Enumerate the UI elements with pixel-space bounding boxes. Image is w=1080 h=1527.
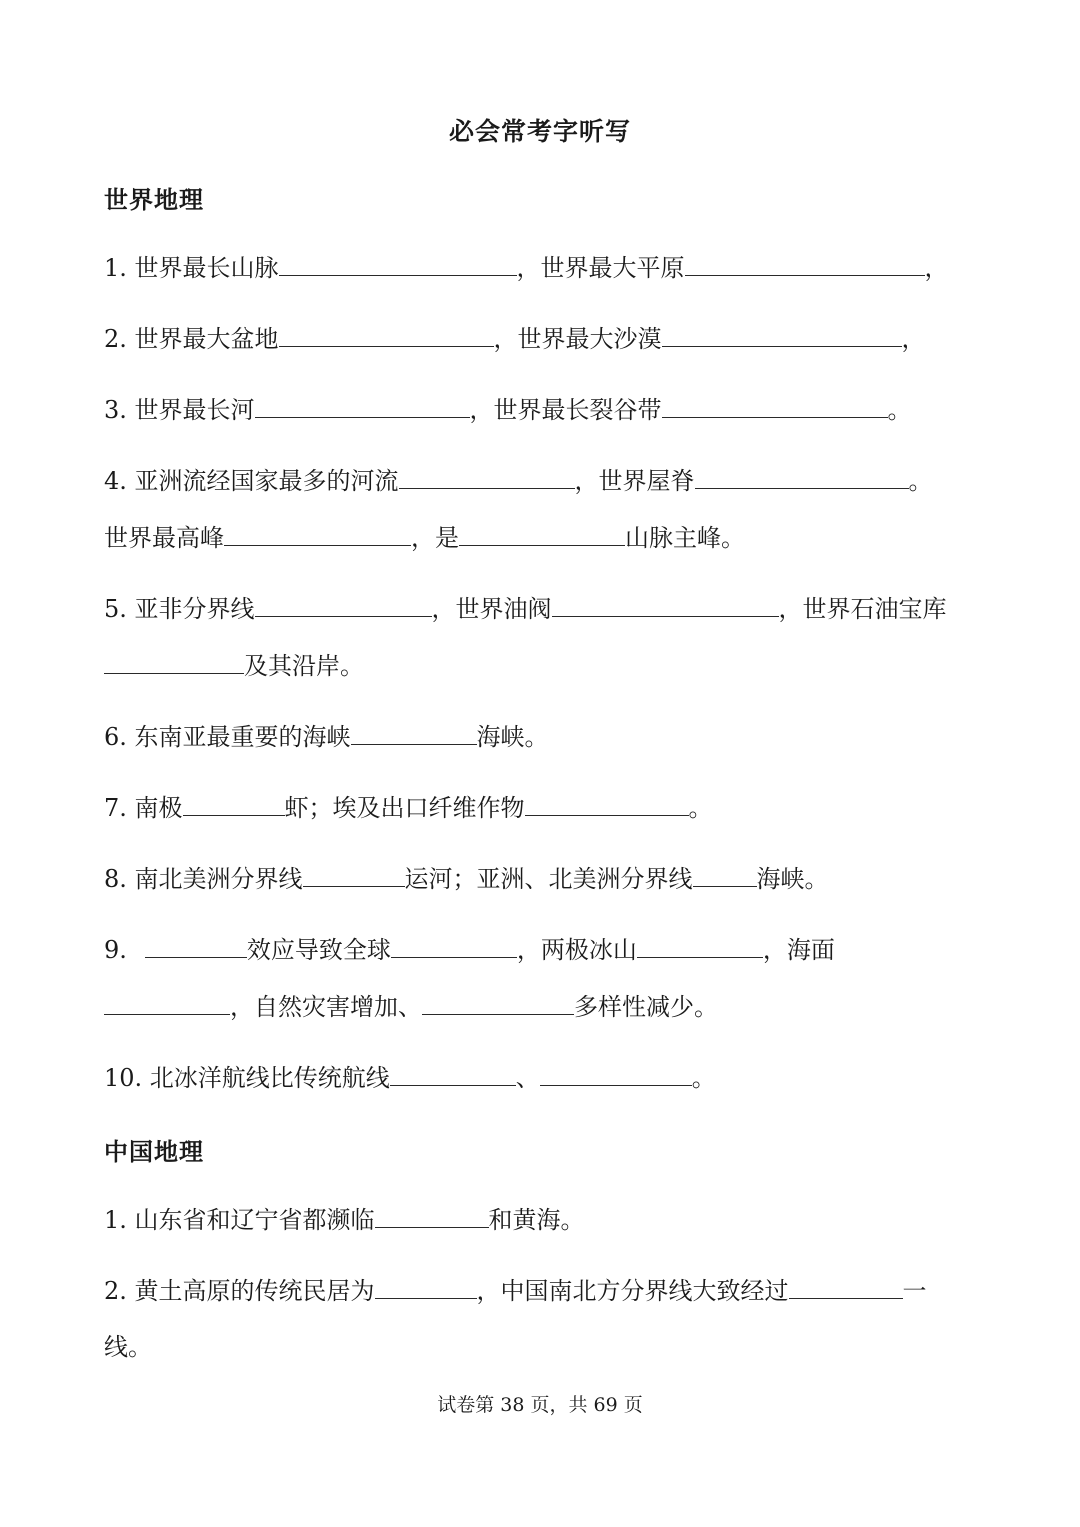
question-w2 [104,320,926,357]
question-text: 5. 亚非分界线 [104,595,255,623]
answer-blank[interactable] [552,590,779,617]
question-text: 1. 山东省和辽宁省都濒临 [104,1206,375,1234]
answer-blank[interactable] [351,718,477,745]
question-text: ，是 [411,524,459,552]
question-text: 线。 [104,1333,152,1361]
question-text: ，自然灾害增加、 [230,993,422,1021]
question-text: ，世界石油宝库 [778,595,947,623]
question-text: ，海面 [762,936,835,964]
question-w9 [104,931,835,968]
answer-blank[interactable] [789,1272,903,1299]
question-w4 [104,462,933,499]
question-text: 和黄海。 [488,1206,585,1234]
question-text: ，世界最大沙漠 [493,325,662,353]
question-text: 10. 北冰洋航线比传统航线 [104,1064,390,1092]
question-text: 世界最高峰 [104,524,224,552]
question-w6 [104,718,549,755]
question-text: 。 [691,1064,716,1092]
question-w5-cont [104,647,364,684]
question-text: 一 [902,1277,927,1305]
question-text: 、 [515,1064,540,1092]
page-title: 必会常考字听写 [448,117,631,146]
question-text: 9. [104,936,127,964]
question-w9-cont [104,988,718,1025]
answer-blank[interactable] [145,931,247,958]
question-text: 。 [908,467,933,495]
question-w7 [104,789,713,826]
question-w5 [104,590,947,627]
answer-blank[interactable] [662,320,902,347]
question-text: 。 [688,794,713,822]
question-c2 [104,1272,927,1309]
question-w10 [104,1059,716,1096]
answer-blank[interactable] [540,1059,692,1086]
question-text: 山脉主峰。 [625,524,745,552]
question-text: ，世界最大平原 [516,254,685,282]
question-text: 效应导致全球 [246,936,391,964]
answer-blank[interactable] [375,1201,489,1228]
question-text: 多样性减少。 [574,993,718,1021]
question-text: ，世界屋脊 [574,467,695,495]
question-text: 4. 亚洲流经国家最多的河流 [104,467,399,495]
question-text: 。 [887,396,912,424]
question-w1 [104,249,949,286]
section-title-china: 中国地理 [104,1138,204,1166]
answer-blank[interactable] [183,789,285,816]
question-text: 1. 世界最长山脉 [104,254,279,282]
question-w4-cont [104,519,745,556]
question-text: 2. 世界最大盆地 [104,325,279,353]
answer-blank[interactable] [459,519,625,546]
answer-blank[interactable] [662,391,888,418]
question-text: 及其沿岸。 [244,652,364,680]
answer-blank[interactable] [279,320,494,347]
question-text: ， [901,325,926,353]
answer-blank[interactable] [104,647,244,674]
question-text: 运河；亚洲、北美洲分界线 [404,865,693,893]
page-footer: 试卷第 38 页，共 69 页 [437,1394,643,1416]
answer-blank[interactable] [685,249,925,276]
question-w8 [104,860,829,897]
question-text: 虾；埃及出口纤维作物 [284,794,525,822]
answer-blank[interactable] [422,988,574,1015]
question-text: ，世界油阀 [431,595,552,623]
answer-blank[interactable] [224,519,411,546]
answer-blank[interactable] [637,931,763,958]
question-text: 8. 南北美洲分界线 [104,865,303,893]
section-title-world: 世界地理 [104,186,204,214]
answer-blank[interactable] [255,590,432,617]
answer-blank[interactable] [693,860,757,887]
answer-blank[interactable] [255,391,470,418]
answer-blank[interactable] [391,931,517,958]
answer-blank[interactable] [390,1059,516,1086]
answer-blank[interactable] [375,1272,477,1299]
answer-blank[interactable] [399,462,575,489]
question-text: ，中国南北方分界线大致经过 [476,1277,789,1305]
question-text: ，世界最长裂谷带 [469,396,662,424]
question-text: 海峡。 [476,723,549,751]
question-text: ，两极冰山 [516,936,637,964]
question-text: 海峡。 [756,865,829,893]
answer-blank[interactable] [104,988,230,1015]
question-c1 [104,1201,585,1238]
question-text: 2. 黄土高原的传统民居为 [104,1277,375,1305]
question-text: 6. 东南亚最重要的海峡 [104,723,351,751]
question-text: ， [924,254,949,282]
answer-blank[interactable] [695,462,909,489]
question-c2-cont [104,1329,152,1365]
answer-blank[interactable] [279,249,517,276]
question-text: 7. 南极 [104,794,183,822]
answer-blank[interactable] [303,860,405,887]
question-text: 3. 世界最长河 [104,396,255,424]
answer-blank[interactable] [525,789,689,816]
question-w3 [104,391,912,428]
